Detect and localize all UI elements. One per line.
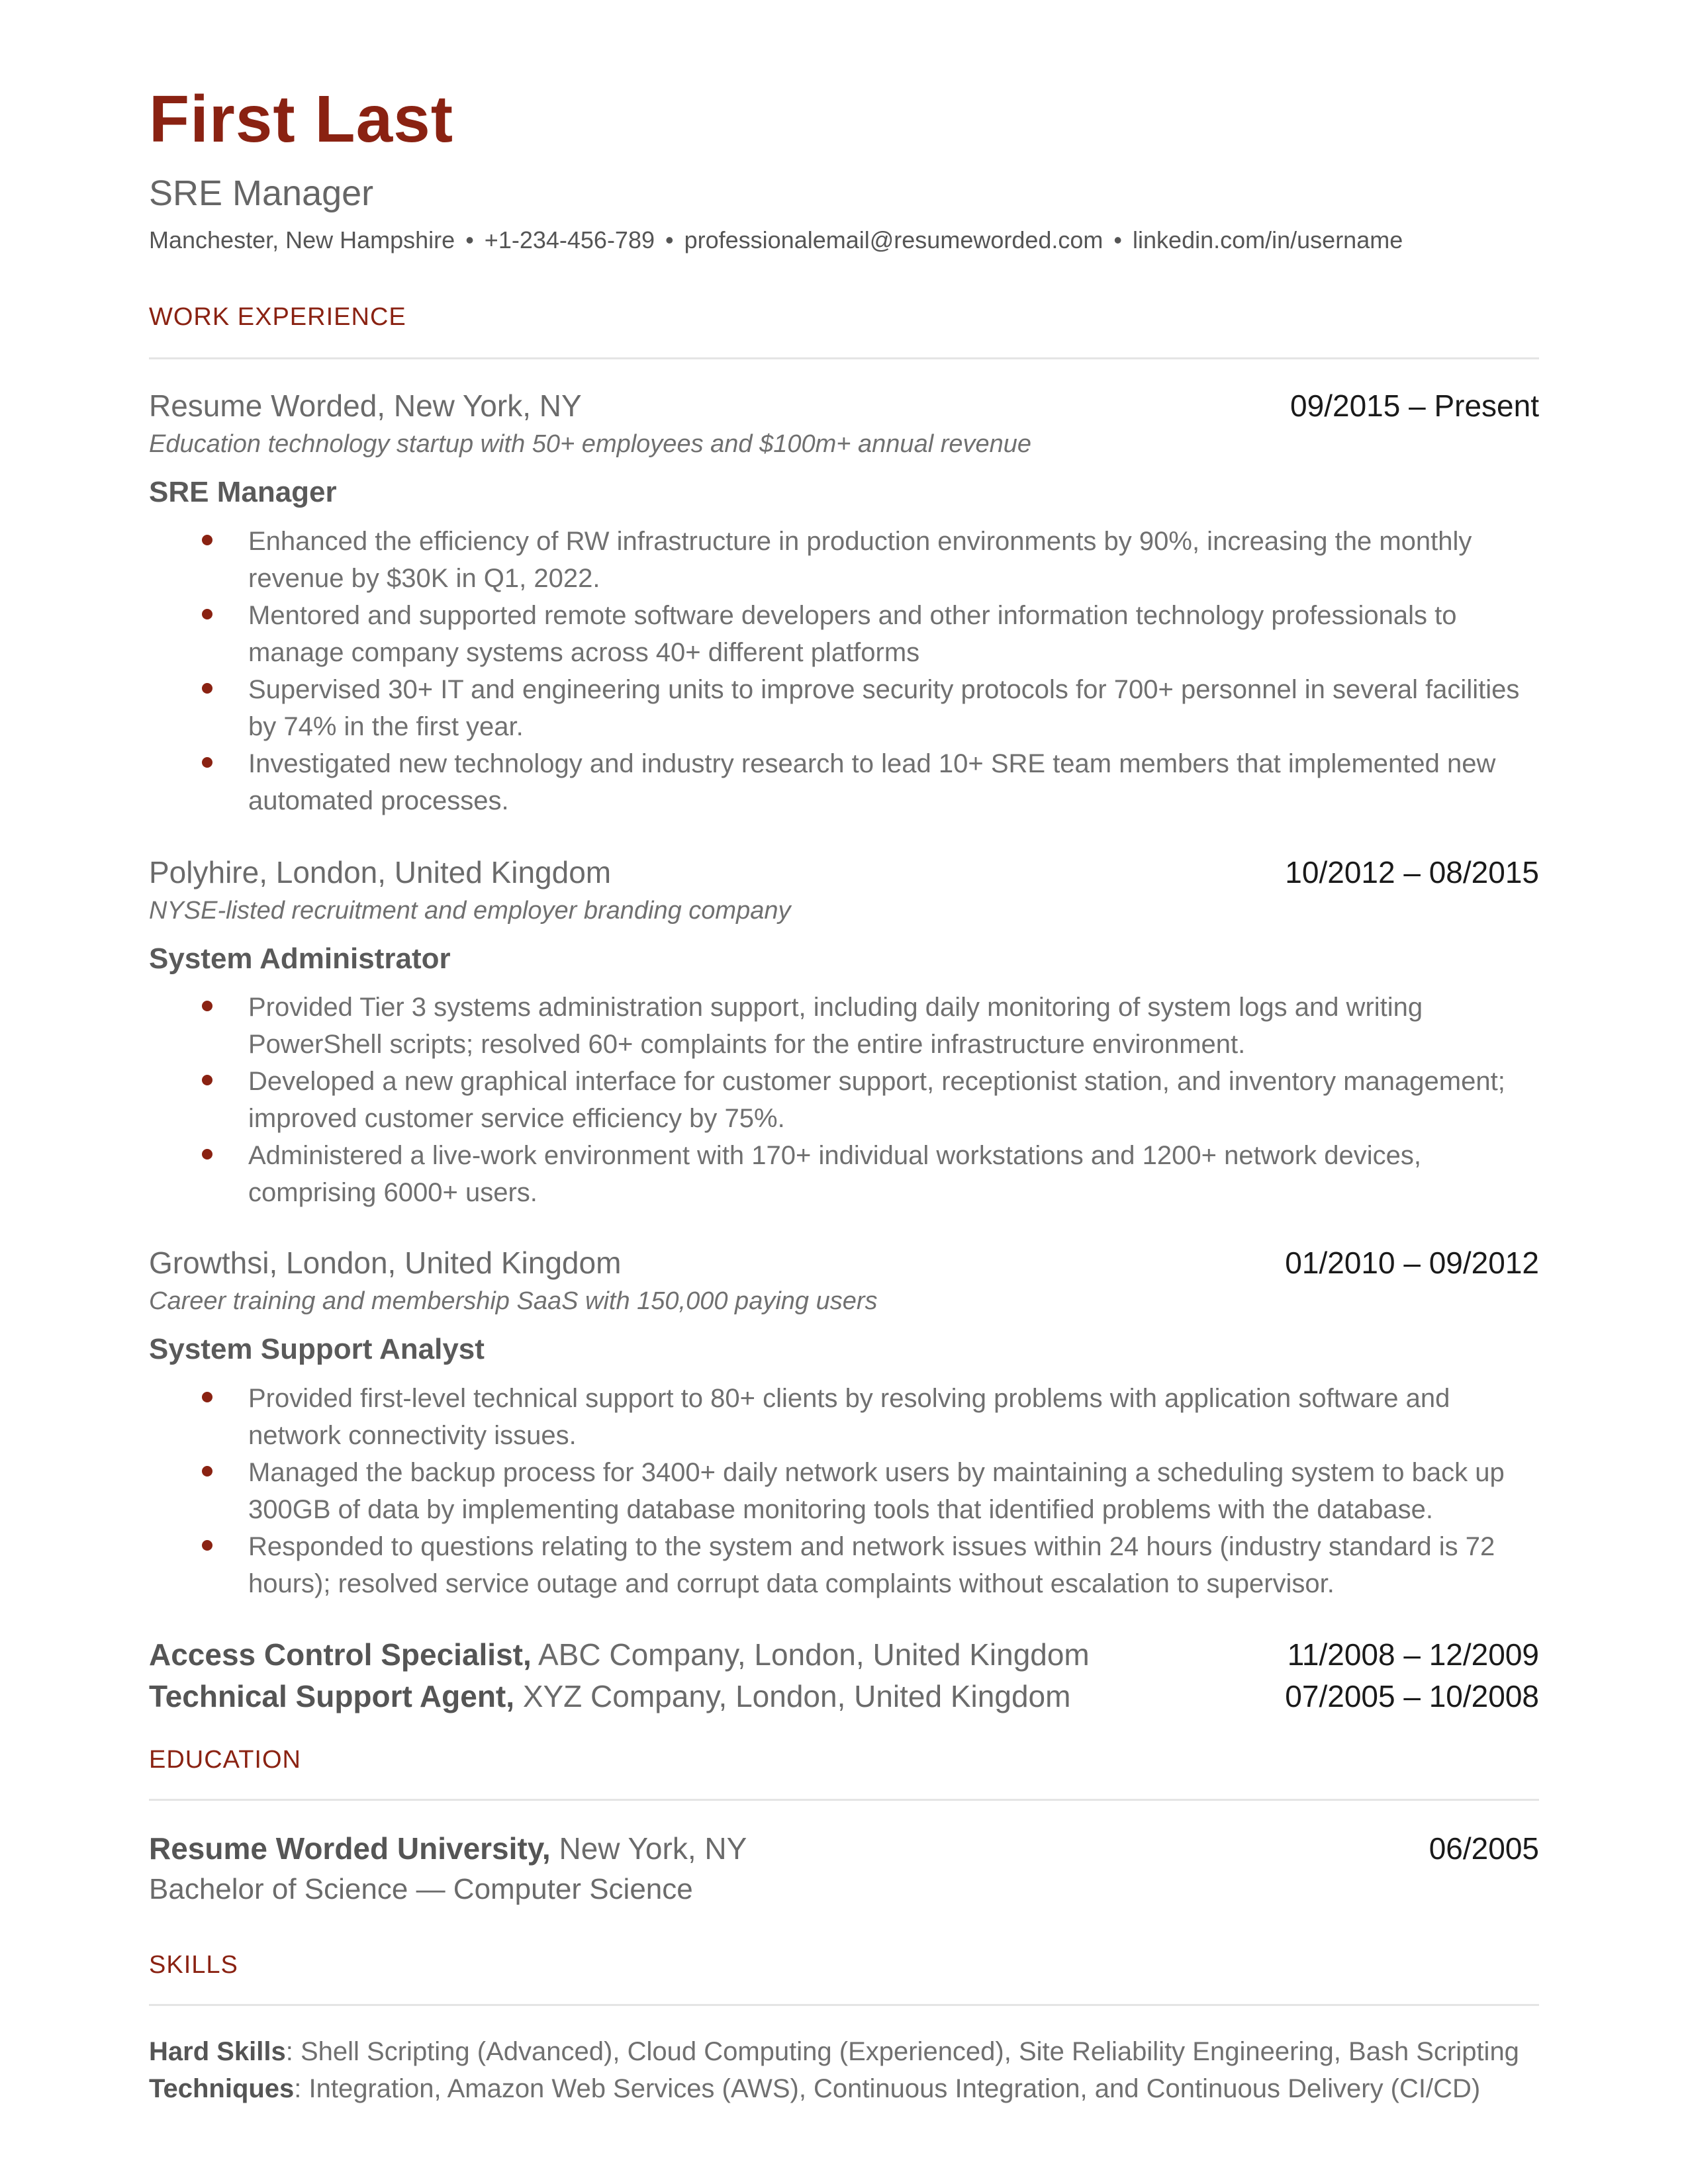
job-bullets (149, 989, 1539, 1211)
bullet-text: Provided Tier 3 systems administration support, including daily monitoring of system logs and writing PowerShell scripts; resolved 60+ complaints for the entire infrastructure environment. (248, 993, 1423, 1059)
bullet-text: Supervised 30+ IT and engineering units to improve security protocols for 700+ personnel in several facilities by 74% in the first year. (248, 675, 1520, 741)
short-job-title: Access Control Specialist, (149, 1637, 532, 1672)
job-bullet (149, 1063, 1539, 1137)
bullet-icon (202, 683, 212, 694)
section-divider (149, 357, 1539, 359)
contact-phone: +1-234-456-789 (484, 226, 655, 253)
job-bullet (149, 1454, 1539, 1528)
education-degree: Bachelor of Science — Computer Science (149, 1873, 693, 1905)
job-dates: 01/2010 – 09/2012 (1285, 1246, 1539, 1280)
bullet-icon (202, 609, 212, 619)
section-divider (149, 1799, 1539, 1801)
job-dates: 10/2012 – 08/2015 (1285, 855, 1539, 889)
education-school: Resume Worded University, (149, 1831, 551, 1866)
short-job-company: ABC Company, London, United Kingdom (538, 1637, 1090, 1672)
section-title-work: WORK EXPERIENCE (149, 303, 406, 331)
contact-line (149, 228, 1403, 252)
candidate-name: First Last (149, 82, 454, 156)
job-description: Education technology startup with 50+ employees and $100m+ annual revenue (149, 430, 1032, 458)
skills-tech-label: Techniques (149, 2074, 295, 2103)
bullet-text: Investigated new technology and industry research to lead 10+ SRE team members that implemented new automated processes. (248, 749, 1496, 815)
skills-tech-value: : Integration, Amazon Web Services (AWS), Continuous Integration, and Continuous Delivery (CI/CD) (294, 2074, 1481, 2103)
contact-email[interactable]: professionalemail@resumeworded.com (684, 226, 1103, 253)
job-company: Resume Worded, New York, NY (149, 388, 582, 423)
job-bullets (149, 523, 1539, 819)
job-bullet (149, 1528, 1539, 1602)
job-company: Polyhire, London, United Kingdom (149, 855, 612, 889)
bullet-icon (202, 1466, 212, 1477)
skills-hard (149, 2038, 1519, 2065)
job-title: SRE Manager (149, 476, 337, 508)
job-title: System Administrator (149, 942, 451, 975)
job-bullets (149, 1380, 1539, 1602)
contact-separator: • (665, 226, 674, 253)
skills-hard-value: : Shell Scripting (Advanced), Cloud Computing (Experienced), Site Reliability Engineering, Bash Scripting (285, 2037, 1519, 2066)
job-company: Growthsi, London, United Kingdom (149, 1246, 622, 1280)
bullet-text: Mentored and supported remote software developers and other information technology professionals to manage company systems across 40+ different platforms (248, 601, 1457, 667)
bullet-text: Managed the backup process for 3400+ daily network users by maintaining a scheduling system to back up 300GB of data by implementing database monitoring tools that identified problems with the database. (248, 1458, 1505, 1524)
job-bullet (149, 1380, 1539, 1454)
short-job-company: XYZ Company, London, United Kingdom (522, 1679, 1071, 1713)
contact-separator: • (465, 226, 474, 253)
short-job-info (149, 1639, 1090, 1670)
job-bullet (149, 671, 1539, 745)
job-bullet (149, 597, 1539, 671)
job-bullet (149, 745, 1539, 819)
contact-separator: • (1113, 226, 1123, 253)
bullet-text: Enhanced the efficiency of RW infrastructure in production environments by 90%, increasing the monthly revenue by $30K in Q1, 2022. (248, 527, 1472, 593)
bullet-icon (202, 535, 212, 545)
bullet-icon (202, 1001, 212, 1011)
education-info (149, 1833, 747, 1864)
short-job-dates: 07/2005 – 10/2008 (1285, 1679, 1539, 1713)
job-dates: 09/2015 – Present (1290, 388, 1539, 423)
job-description: Career training and membership SaaS with 150,000 paying users (149, 1287, 878, 1315)
bullet-text: Responded to questions relating to the system and network issues within 24 hours (industry standard is 72 hours); resolved service outage and corrupt data complaints without escalation to supervisor. (248, 1532, 1495, 1598)
education-location: New York, NY (559, 1831, 747, 1866)
candidate-role: SRE Manager (149, 173, 374, 213)
bullet-icon (202, 1392, 212, 1402)
bullet-icon (202, 1075, 212, 1085)
job-bullet (149, 523, 1539, 597)
section-title-education: EDUCATION (149, 1746, 301, 1774)
short-job-info (149, 1681, 1070, 1711)
education-date: 06/2005 (1429, 1831, 1539, 1866)
job-description: NYSE-listed recruitment and employer branding company (149, 897, 791, 925)
short-job-title: Technical Support Agent, (149, 1679, 515, 1713)
job-bullet (149, 989, 1539, 1063)
contact-linkedin[interactable]: linkedin.com/in/username (1133, 226, 1403, 253)
section-title-skills: SKILLS (149, 1951, 238, 1979)
job-bullet (149, 1137, 1539, 1211)
bullet-icon (202, 757, 212, 768)
bullet-icon (202, 1540, 212, 1551)
section-divider (149, 2004, 1539, 2006)
bullet-text: Administered a live-work environment with 170+ individual workstations and 1200+ network devices, comprising 6000+ users. (248, 1141, 1422, 1207)
skills-hard-label: Hard Skills (149, 2037, 286, 2066)
bullet-text: Developed a new graphical interface for customer support, receptionist station, and inventory management; improved customer service efficiency by 75%. (248, 1067, 1505, 1133)
contact-location: Manchester, New Hampshire (149, 226, 455, 253)
bullet-text: Provided first-level technical support to 80+ clients by resolving problems with application software and network connectivity issues. (248, 1384, 1450, 1450)
bullet-icon (202, 1149, 212, 1160)
skills-techniques (149, 2075, 1480, 2102)
short-job-dates: 11/2008 – 12/2009 (1287, 1637, 1539, 1672)
job-title: System Support Analyst (149, 1333, 485, 1365)
